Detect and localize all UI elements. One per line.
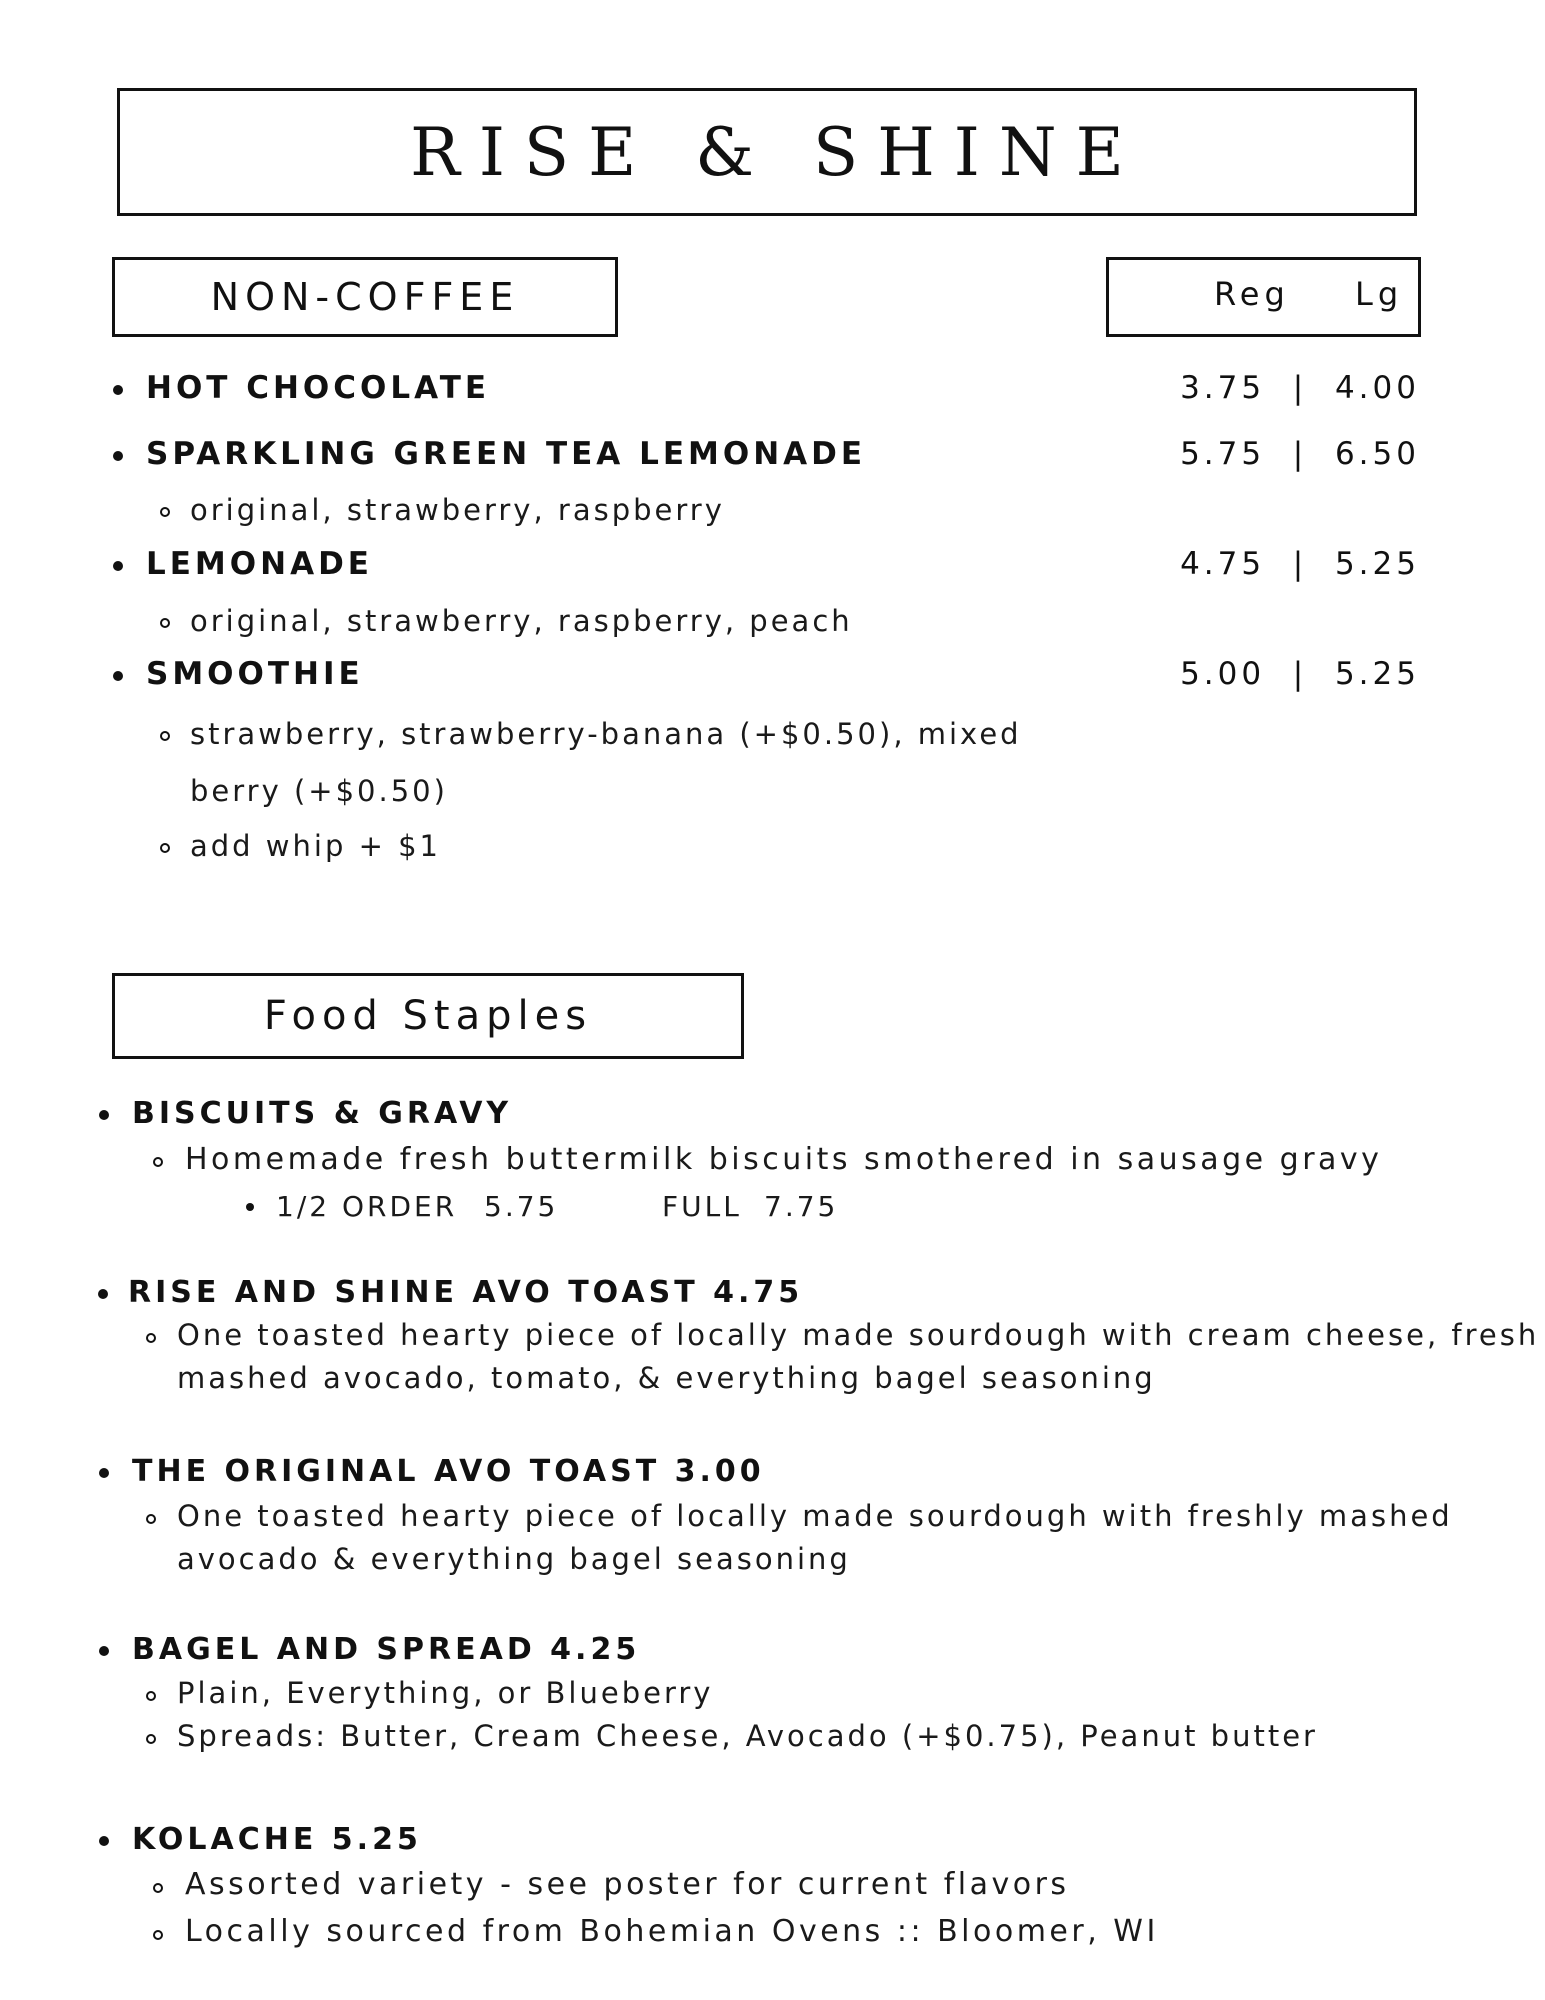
menu-title: RISE & SHINE bbox=[410, 113, 1143, 191]
price-lemonade: 4.75 | 5.25 bbox=[1180, 546, 1420, 582]
sub-bullet-icon bbox=[146, 1514, 156, 1524]
section-heading-food-staples: Food Staples bbox=[112, 973, 744, 1059]
bullet-icon bbox=[98, 1289, 108, 1299]
kolache-source: Locally sourced from Bohemian Ovens :: Bloomer, WI bbox=[185, 1914, 1159, 1949]
bullet-icon bbox=[246, 1203, 254, 1211]
flavors-smoothie: strawberry, strawberry-banana (+$0.50), mixed bbox=[190, 717, 1022, 751]
price-sparkling-green-tea-lemonade: 5.75 | 6.50 bbox=[1180, 436, 1420, 472]
menu-item-lemonade: LEMONADE bbox=[146, 546, 373, 582]
sub-bullet-icon bbox=[146, 1691, 156, 1701]
half-order-price: 5.75 bbox=[484, 1190, 559, 1223]
smoothie-whip-addon: add whip + $1 bbox=[190, 829, 442, 863]
sub-bullet-icon bbox=[160, 731, 170, 741]
menu-item-sparkling-green-tea-lemonade: SPARKLING GREEN TEA LEMONADE bbox=[146, 436, 867, 472]
full-order-label: FULL bbox=[662, 1190, 742, 1223]
size-label-large: Lg bbox=[1355, 275, 1404, 313]
desc-biscuits-gravy: Homemade fresh buttermilk biscuits smothered in sausage gravy bbox=[185, 1142, 1383, 1177]
section-heading-non-coffee: NON-COFFEE bbox=[112, 257, 618, 337]
desc-rise-and-shine-avo-toast: One toasted hearty piece of locally made sourdough with cream cheese, fresh bbox=[177, 1318, 1540, 1352]
bullet-icon bbox=[113, 671, 123, 681]
flavors-lemonade: original, strawberry, raspberry, peach bbox=[190, 604, 853, 638]
sub-bullet-icon bbox=[146, 1333, 156, 1343]
bullet-icon bbox=[99, 1836, 109, 1846]
sub-bullet-icon bbox=[153, 1930, 163, 1940]
bullet-icon bbox=[99, 1110, 109, 1120]
food-item-biscuits-gravy: BISCUITS & GRAVY bbox=[132, 1096, 513, 1131]
food-item-rise-and-shine-avo-toast: RISE AND SHINE AVO TOAST 4.75 bbox=[128, 1275, 804, 1310]
bullet-icon bbox=[113, 451, 123, 461]
bullet-icon bbox=[113, 385, 123, 395]
bagel-options: Plain, Everything, or Blueberry bbox=[177, 1676, 714, 1710]
sub-bullet-icon bbox=[160, 618, 170, 628]
food-item-bagel-and-spread: BAGEL AND SPREAD 4.25 bbox=[132, 1632, 641, 1667]
desc-original-avo-toast: One toasted hearty piece of locally made sourdough with freshly mashed bbox=[177, 1499, 1453, 1533]
price-hot-chocolate: 3.75 | 4.00 bbox=[1180, 370, 1420, 406]
bullet-icon bbox=[99, 1646, 109, 1656]
size-label-regular: Reg bbox=[1214, 275, 1290, 313]
price-smoothie: 5.00 | 5.25 bbox=[1180, 656, 1420, 692]
food-item-original-avo-toast: THE ORIGINAL AVO TOAST 3.00 bbox=[132, 1454, 765, 1489]
bullet-icon bbox=[99, 1468, 109, 1478]
desc-rise-and-shine-avo-toast-continued: mashed avocado, tomato, & everything bagel seasoning bbox=[177, 1361, 1156, 1395]
flavors-smoothie-continued: berry (+$0.50) bbox=[190, 774, 448, 808]
bullet-icon bbox=[113, 561, 123, 571]
menu-item-hot-chocolate: HOT CHOCOLATE bbox=[146, 370, 491, 406]
menu-item-smoothie: SMOOTHIE bbox=[146, 656, 364, 692]
half-order-label: 1/2 ORDER bbox=[276, 1190, 458, 1223]
full-order-price: 7.75 bbox=[764, 1190, 839, 1223]
sub-bullet-icon bbox=[153, 1157, 163, 1167]
food-item-kolache: KOLACHE 5.25 bbox=[132, 1822, 422, 1857]
kolache-variety: Assorted variety - see poster for current flavors bbox=[185, 1867, 1070, 1902]
flavors-sparkling-lemonade: original, strawberry, raspberry bbox=[190, 493, 725, 527]
sub-bullet-icon bbox=[153, 1883, 163, 1893]
desc-original-avo-toast-continued: avocado & everything bagel seasoning bbox=[177, 1542, 851, 1576]
bagel-spreads: Spreads: Butter, Cream Cheese, Avocado (+$0.75), Peanut butter bbox=[177, 1719, 1318, 1753]
sub-bullet-icon bbox=[146, 1734, 156, 1744]
sub-bullet-icon bbox=[160, 507, 170, 517]
sub-bullet-icon bbox=[160, 843, 170, 853]
